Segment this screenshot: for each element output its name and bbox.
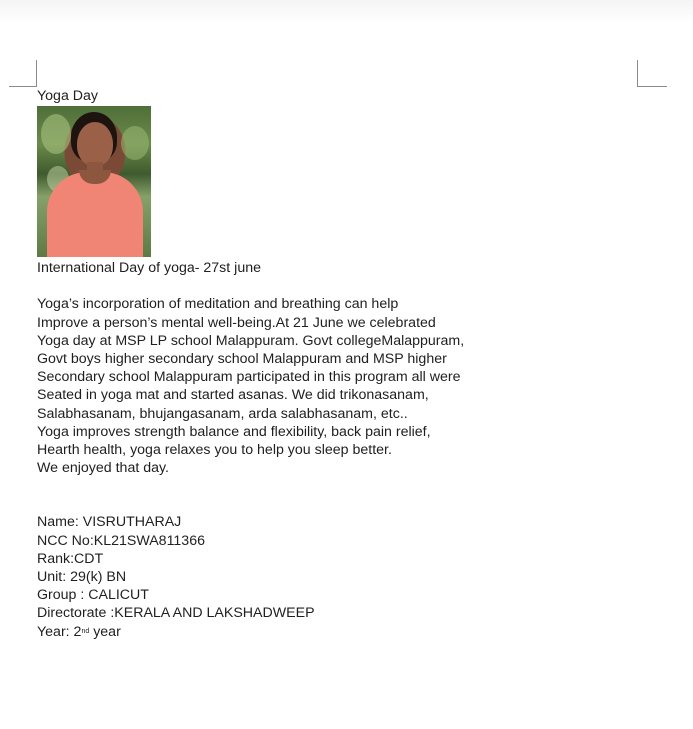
paragraph-line: Hearth health, yoga relaxes you to help you sleep better.: [37, 442, 392, 459]
cadet-photo[interactable]: [37, 106, 151, 257]
crop-mark-left-horizontal: [9, 86, 37, 87]
detail-group: Group : CALICUT: [37, 587, 149, 604]
paragraph-line: Salabhasanam, bhujangasanam, arda salabhasanam, etc..: [37, 405, 408, 422]
paragraph-line: Secondary school Malappuram participated in this program all were: [37, 369, 461, 386]
paragraph-line: Govt boys higher secondary school Malappuram and MSP higher: [37, 351, 447, 368]
paragraph-line: Yoga day at MSP LP school Malappuram. Govt collegeMalappuram,: [37, 332, 465, 349]
paragraph-line: Yoga improves strength balance and flexibility, back pain relief,: [37, 423, 431, 440]
detail-year: [37, 623, 637, 641]
detail-year-prefix: Year: 2: [37, 623, 82, 640]
photo-caption: International Day of yoga- 27st june: [37, 260, 261, 277]
detail-year-suffix: year: [89, 623, 121, 640]
crop-mark-right-horizontal: [637, 86, 667, 87]
body-paragraph: [37, 295, 637, 477]
document-body: [37, 87, 637, 641]
crop-mark-right-vertical: [637, 60, 638, 87]
paragraph-line: Yoga’s incorporation of meditation and breathing can help: [37, 296, 399, 313]
detail-name: Name: VISRUTHARAJ: [37, 514, 182, 531]
cadet-details: [37, 513, 637, 640]
detail-unit: Unit: 29(k) BN: [37, 569, 127, 586]
detail-directorate: Directorate :KERALA AND LAKSHADWEEP: [37, 605, 315, 622]
crop-mark-left-vertical: [36, 60, 37, 87]
paragraph-line: Improve a person’s mental well-being.At 21 June we celebrated: [37, 314, 436, 331]
detail-year-ordinal: nd: [81, 627, 90, 635]
photo-foliage: [121, 126, 149, 160]
photo-foliage: [41, 114, 71, 154]
photo-face: [77, 122, 113, 166]
paragraph-line: We enjoyed that day.: [37, 460, 169, 477]
detail-rank: Rank:CDT: [37, 550, 104, 567]
top-shade: [0, 0, 693, 22]
detail-ncc-no: NCC No:KL21SWA811366: [37, 532, 205, 549]
photo-top: [47, 172, 143, 257]
paragraph-line: Seated in yoga mat and started asanas. We did trikonasanam,: [37, 387, 429, 404]
document-title: Yoga Day: [37, 88, 99, 104]
